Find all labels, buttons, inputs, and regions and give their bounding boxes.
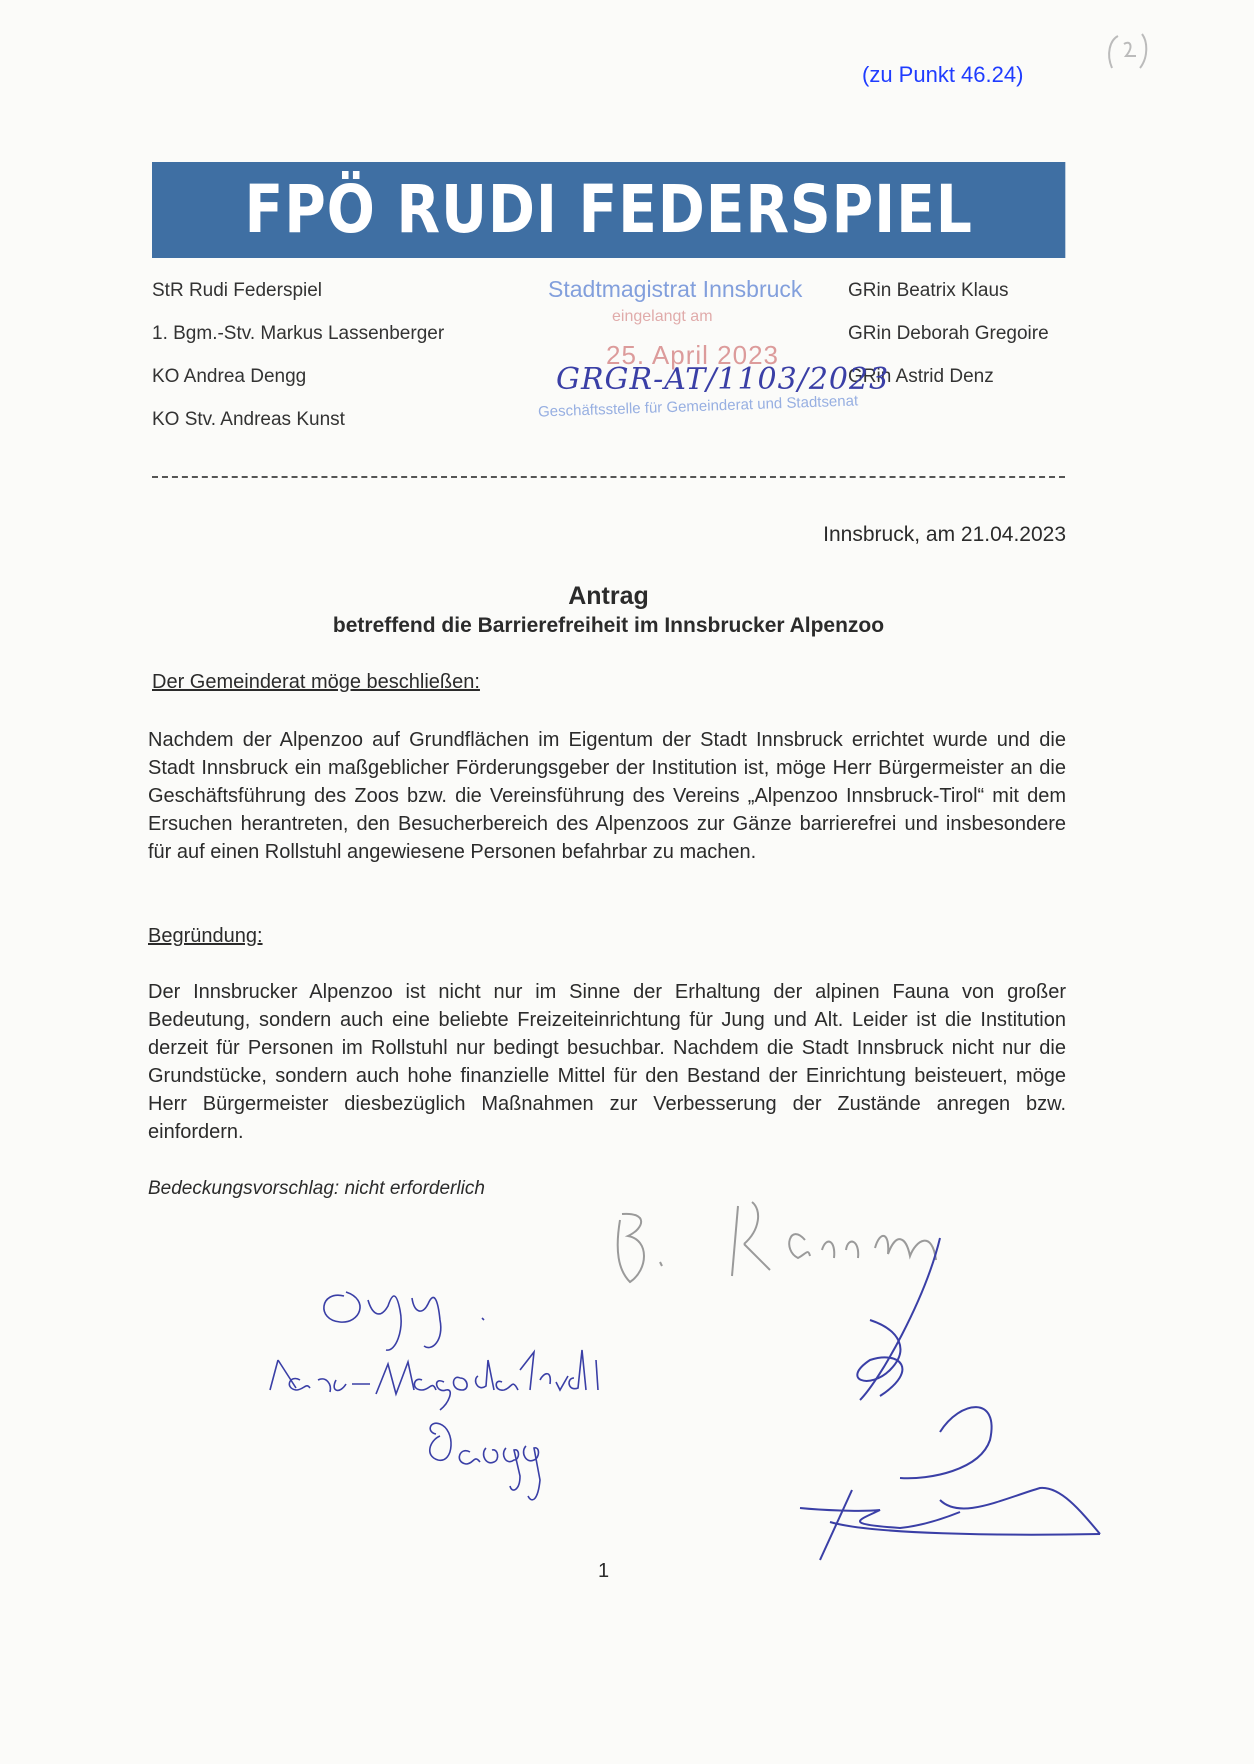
staff-left-2: 1. Bgm.-Stv. Markus Lassenberger: [152, 323, 445, 344]
staff-left-4: KO Stv. Andreas Kunst: [152, 409, 345, 430]
staff-left-3: KO Andrea Dengg: [152, 366, 307, 387]
signature-klaus: [618, 1202, 936, 1282]
motion-lead: Der Gemeinderat möge beschließen:: [152, 671, 480, 693]
stamp-organization: Stadtmagistrat Innsbruck: [548, 276, 803, 302]
justification-heading: Begründung:: [148, 925, 263, 947]
agenda-reference: (zu Punkt 46.24): [862, 62, 1024, 87]
separator-line: [152, 476, 1065, 478]
staff-right-3: GRin Astrid Denz: [848, 366, 994, 387]
staff-right-1: GRin Beatrix Klaus: [848, 280, 1009, 301]
signature-dengg-2: [430, 1423, 540, 1500]
document-subtitle: betreffend die Barrierefreiheit im Innsbrucker Alpenzoo: [332, 614, 885, 637]
signature-trendl: [270, 1350, 598, 1410]
party-banner: FPÖ RUDI FEDERSPIEL: [152, 162, 1065, 258]
staff-right-2: GRin Deborah Gregoire: [848, 323, 1049, 344]
stamp-date: 25. April 2023: [606, 340, 780, 370]
stamp-office: Geschäftsstelle für Gemeinderat und Stadtsenat: [537, 392, 859, 421]
document-title: Antrag: [568, 582, 649, 610]
cover-note: Bedeckungsvorschlag: nicht erforderlich: [148, 1178, 485, 1199]
signature-dengg: [324, 1292, 484, 1350]
staff-left-1: StR Rudi Federspiel: [152, 280, 323, 301]
signature-federspiel: [800, 1238, 1100, 1560]
stamp-file-number: GRGR-AT/1103/2023: [556, 362, 890, 397]
stamp-received-label: eingelangt am: [612, 308, 713, 325]
page-number: 1: [598, 1560, 610, 1582]
handwritten-corner-mark: [1100, 24, 1160, 84]
justification-paragraph: Der Innsbrucker Alpenzoo ist nicht nur im Sinne der Erhaltung der alpinen Fauna von großer Bedeutung, sondern auch eine beliebte Freizeiteinrichtung für Jung und Alt. Leider ist die Institution derzeit für Personen im Rollstuhl nur bedingt besuchbar. Nachdem die Stadt Innsbruck nicht nur die Grundstücke, sondern auch hohe finanzielle Mittel für den Bestand der Einrichtung beisteuert, möge Herr Bürgermeister diesbezüglich Maßnahmen zur Verbesserung der Zustände anregen bzw. einfordern.: [148, 981, 1066, 1143]
place-and-date: Innsbruck, am 21.04.2023: [823, 523, 1066, 546]
motion-paragraph: Nachdem der Alpenzoo auf Grundflächen im Eigentum der Stadt Innsbruck errichtet wurde und die Stadt Innsbruck ein maßgeblicher Förderungsgeber der Institution ist, möge Herr Bürgermeister an die Geschäftsführung des Zoos bzw. die Vereinsführung des Vereins „Alpenzoo Innsbruck-Tirol“ mit dem Ersuchen herantreten, den Besucherbereich des Alpenzoos zur Gänze barrierefrei und insbesondere für auf einen Rollstuhl angewiesene Personen befahrbar zu machen.: [148, 729, 1066, 863]
